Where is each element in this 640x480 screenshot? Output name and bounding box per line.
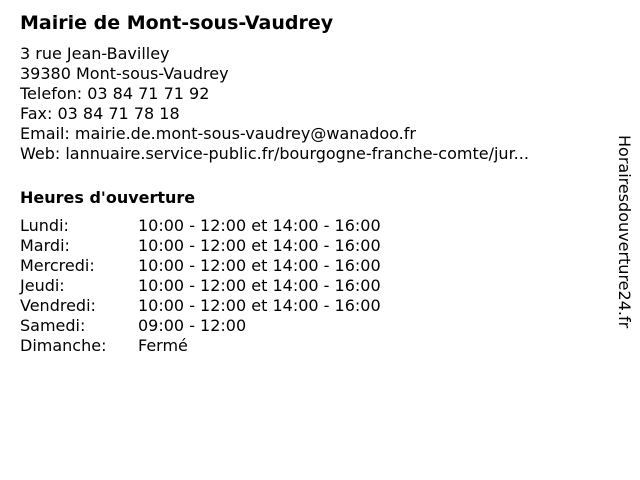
hours-time-value: 10:00 - 12:00 et 14:00 - 16:00	[138, 276, 381, 295]
hours-day-label: Samedi:	[20, 316, 86, 335]
hours-row-lundi	[20, 216, 610, 236]
hours-time-value: 10:00 - 12:00 et 14:00 - 16:00	[138, 216, 381, 235]
hours-row-mercredi	[20, 256, 610, 276]
hours-day-label: Lundi:	[20, 216, 69, 235]
hours-row-mardi	[20, 236, 610, 256]
hours-row-dimanche	[20, 336, 610, 356]
hours-row-jeudi	[20, 276, 610, 296]
phone-number: Telefon: 03 84 71 71 92	[20, 84, 210, 103]
hours-day-label: Jeudi:	[20, 276, 65, 295]
place-title: Mairie de Mont-sous-Vaudrey	[20, 12, 334, 34]
hours-time-value: 10:00 - 12:00 et 14:00 - 16:00	[138, 296, 381, 315]
hours-day-label: Vendredi:	[20, 296, 96, 315]
hours-time-value: 09:00 - 12:00	[138, 316, 247, 335]
fax-number: Fax: 03 84 71 78 18	[20, 104, 180, 123]
place-card	[20, 10, 610, 356]
hours-table	[20, 216, 610, 356]
hours-day-label: Mardi:	[20, 236, 70, 255]
email-link[interactable]: Email: mairie.de.mont-sous-vaudrey@wanadoo.fr	[20, 124, 416, 143]
hours-row-vendredi	[20, 296, 610, 316]
address-street: 3 rue Jean-Bavilley	[20, 44, 170, 63]
hours-heading: Heures d'ouverture	[20, 188, 196, 207]
hours-row-samedi	[20, 316, 610, 336]
hours-time-value: Fermé	[138, 336, 188, 355]
web-link[interactable]: Web: lannuaire.service-public.fr/bourgogne-franche-comte/jur...	[20, 144, 529, 163]
hours-time-value: 10:00 - 12:00 et 14:00 - 16:00	[138, 256, 381, 275]
hours-day-label: Dimanche:	[20, 336, 107, 355]
address-city: 39380 Mont-sous-Vaudrey	[20, 64, 229, 83]
site-watermark: Horairesdouverture24.fr	[615, 135, 634, 329]
hours-time-value: 10:00 - 12:00 et 14:00 - 16:00	[138, 236, 381, 255]
hours-day-label: Mercredi:	[20, 256, 95, 275]
